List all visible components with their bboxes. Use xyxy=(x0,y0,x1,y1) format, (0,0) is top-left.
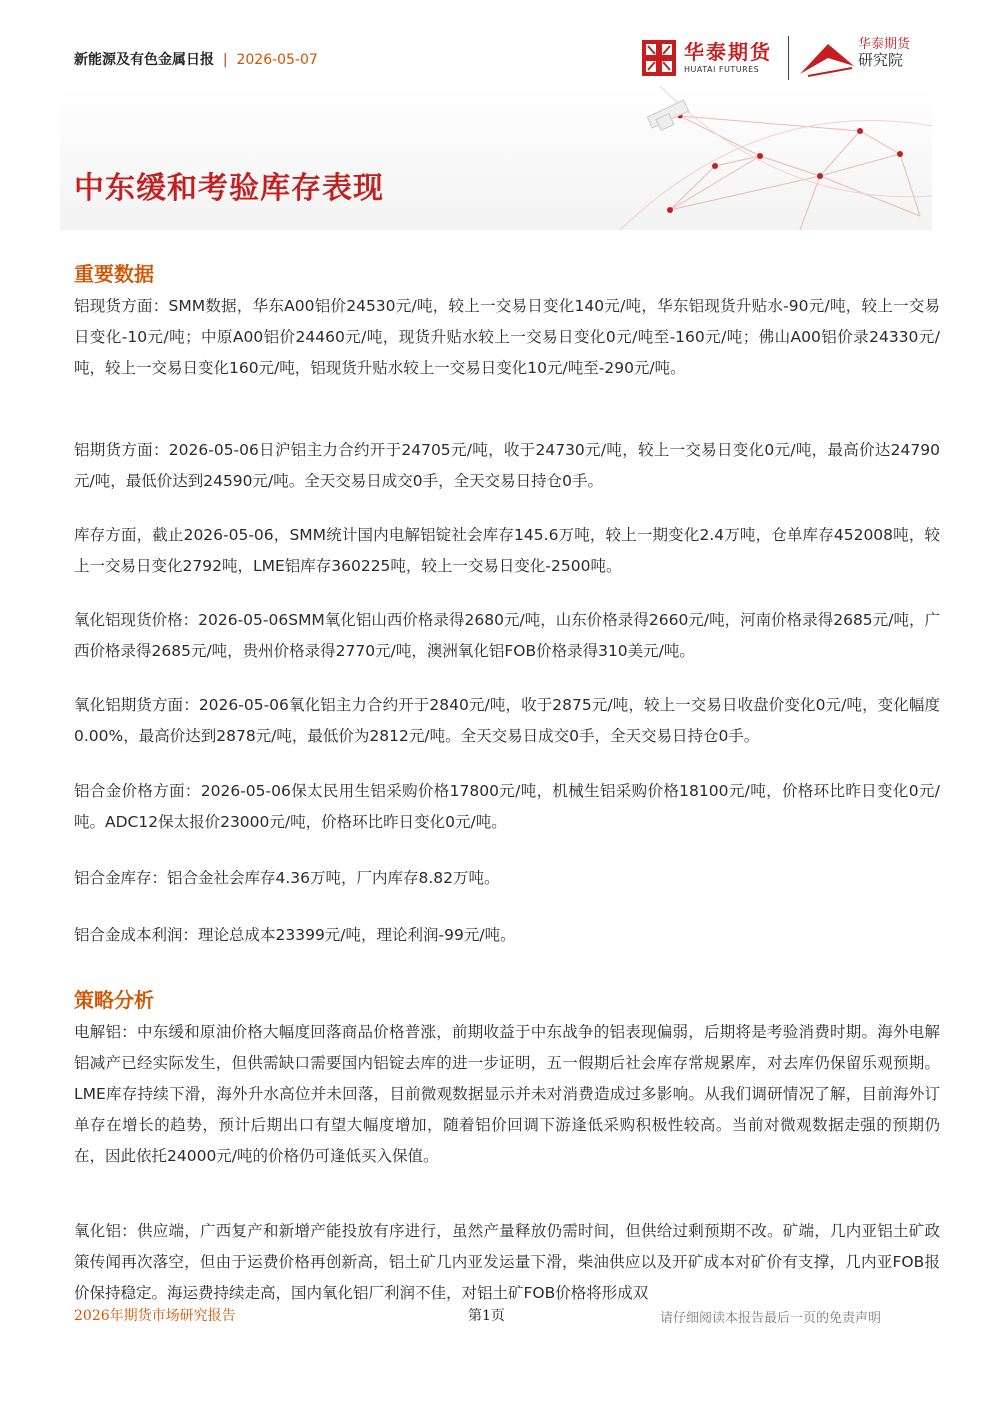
satellite-icon xyxy=(647,100,688,130)
paragraph-alumina-futures: 氧化铝期货方面：2026-05-06氧化铝主力合约开于2840元/吨，收于2875元/吨，较上一交易日收盘价变化0元/吨，变化幅度0.00%，最高价达到2878元/吨，最低价为2812元/吨。全天交易日成交0手，全天交易日持仓0手。 xyxy=(74,696,940,745)
logo-divider xyxy=(788,36,789,80)
institute-logo-text xyxy=(858,38,910,69)
paragraph-alloy-inventory: 铝合金库存：铝合金社会库存4.36万吨，厂内库存8.82万吨。 xyxy=(74,869,500,887)
paragraph-alloy-cost-profit: 铝合金成本利润：理论总成本23399元/吨，理论利润-99元/吨。 xyxy=(74,926,516,944)
brand-name-cn: 华泰期货 xyxy=(684,40,772,64)
title-banner xyxy=(60,86,932,230)
section-heading-strategy: 策略分析 xyxy=(74,988,154,1012)
report-name: 新能源及有色金属日报 xyxy=(74,52,214,68)
paragraph-inventory: 库存方面，截止2026-05-06，SMM统计国内电解铝锭社会库存145.6万吨，较上一期变化2.4万吨，仓单库存452008吨，较上一交易日变化2792吨，LME铝库存360225吨，较上一交易日变化-2500吨。 xyxy=(74,526,940,575)
report-header xyxy=(74,49,318,69)
paragraph-aluminum-futures: 铝期货方面：2026-05-06日沪铝主力合约开于24705元/吨，收于24730元/吨，较上一交易日变化0元/吨，最高价达24790元/吨，最低价达到24590元/吨。全天交易日成交0手，全天交易日持仓0手。 xyxy=(74,441,940,490)
network-decoration xyxy=(60,86,932,230)
page-title: 中东缓和考验库存表现 xyxy=(74,171,384,206)
paragraph-alumina-strategy: 氧化铝：供应端，广西复产和新增产能投放有序进行，虽然产量释放仍需时间，但供给过剩预期不改。矿端，几内亚铝土矿政策传闻再次落空，但由于运费价格再创新高，铝土矿几内亚发运量下滑，柴油供应以及开矿成本对矿价有支撑，几内亚FOB报价保持稳定。海运费持续走高，国内氧化铝厂利润不佳，对铝土矿FOB价格将形成双 xyxy=(74,1222,940,1302)
huatai-futures-logo xyxy=(642,38,772,78)
institute-name: 研究院 xyxy=(858,51,904,70)
report-date: 2026-05-07 xyxy=(236,52,318,68)
header-separator: | xyxy=(222,52,228,68)
paragraph-alumina-spot: 氧化铝现货价格：2026-05-06SMM氧化铝山西价格录得2680元/吨，山东价格录得2660元/吨，河南价格录得2685元/吨，广西价格录得2685元/吨，贵州价格录得2770元/吨，澳洲氧化铝FOB价格录得310美元/吨。 xyxy=(74,611,940,660)
footer-page-number: 第1页 xyxy=(468,1308,505,1324)
institute-brand: 华泰期货 xyxy=(858,37,911,52)
footer-report-series: 2026年期货市场研究报告 xyxy=(74,1308,236,1324)
paragraph-aluminum-spot: 铝现货方面：SMM数据，华东A00铝价24530元/吨，较上一交易日变化140元/吨，华东铝现货升贴水-90元/吨，较上一交易日变化-10元/吨；中原A00铝价24460元/吨，现货升贴水较上一交易日变化0元/吨至-160元/吨；佛山A00铝价录24330元/吨，较上一交易日变化160元/吨，铝现货升贴水较上一交易日变化10元/吨至-290元/吨。 xyxy=(74,297,940,377)
footer-disclaimer-note: 请仔细阅读本报告最后一页的免责声明 xyxy=(660,1311,882,1326)
paragraph-electrolytic-aluminum: 电解铝：中东缓和原油价格大幅度回落商品价格普涨，前期收益于中东战争的铝表现偏弱，后期将是考验消费时期。海外电解铝减产已经实际发生，但供需缺口需要国内铝锭去库的进一步证明，五一假期后社会库存常规累库，对去库仍保留乐观预期。LME库存持续下滑，海外升水高位并未回落，目前微观数据显示并未对消费造成过多影响。从我们调研情况了解，目前海外订单存在增长的趋势，预计后期出口有望大幅度增加，随着铝价回调下游逢低采购积极性较高。当前对微观数据走强的预期仍在，因此依托24000元/吨的价格仍可逢低买入保值。 xyxy=(74,1023,940,1165)
section-heading-key-data: 重要数据 xyxy=(74,262,154,286)
brand-name-en: HUATAI FUTURES xyxy=(684,65,760,74)
huatai-logo-icon xyxy=(642,40,676,76)
paragraph-alloy-price: 铝合金价格方面：2026-05-06保太民用生铝采购价格17800元/吨，机械生铝采购价格18100元/吨，价格环比昨日变化0元/吨。ADC12保太报价23000元/吨，价格环比昨日变化0元/吨。 xyxy=(74,782,940,831)
